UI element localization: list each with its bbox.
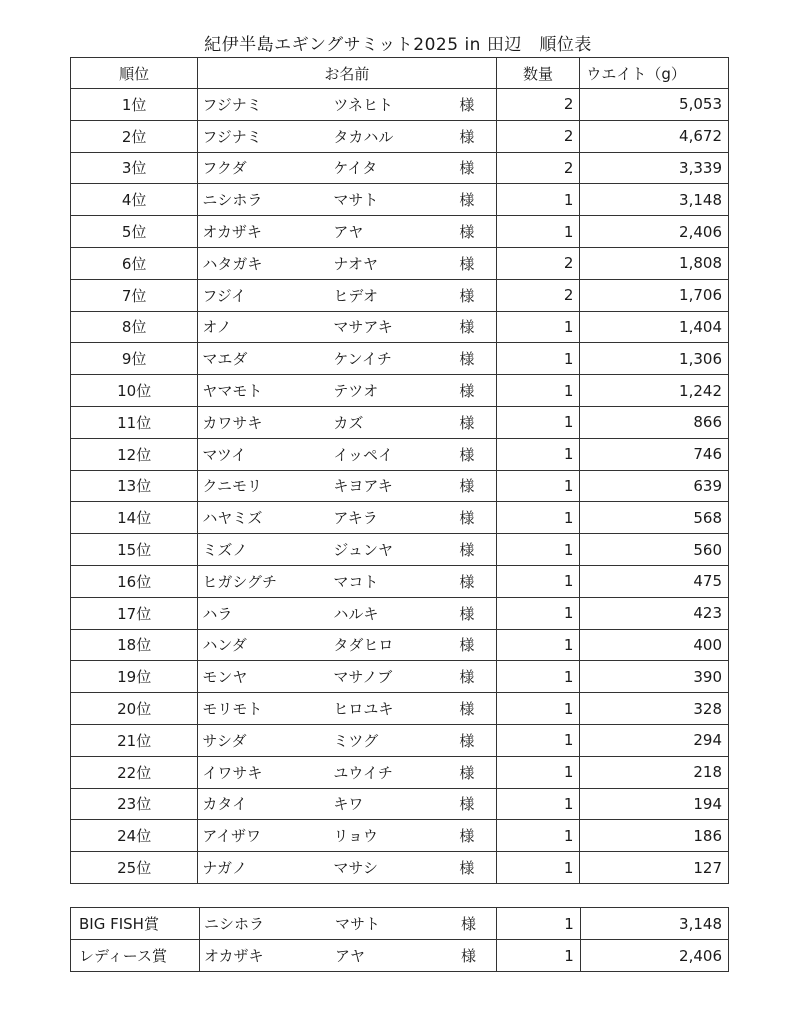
ranking-table bbox=[70, 57, 729, 884]
rank-cell: 8位 bbox=[71, 311, 198, 343]
qty-cell: 1 bbox=[496, 756, 580, 788]
honorific: 様 bbox=[459, 254, 475, 273]
honorific: 様 bbox=[459, 636, 475, 655]
rank-cell: 2位 bbox=[71, 120, 198, 152]
given-name: マサト bbox=[334, 915, 380, 933]
weight-cell: 1,404 bbox=[580, 311, 729, 343]
honorific: 様 bbox=[459, 350, 475, 369]
qty-cell: 1 bbox=[496, 406, 580, 438]
table-row bbox=[71, 247, 729, 279]
award-name: BIG FISH賞 bbox=[71, 908, 200, 940]
award-name: レディース賞 bbox=[71, 940, 200, 972]
family-name: オカザキ bbox=[203, 947, 264, 965]
name-cell bbox=[198, 852, 496, 884]
honorific: 様 bbox=[460, 915, 476, 933]
table-row bbox=[71, 279, 729, 311]
rank-cell: 17位 bbox=[71, 597, 198, 629]
name-cell bbox=[198, 438, 496, 470]
table-row bbox=[71, 343, 729, 375]
family-name: ハタガキ bbox=[202, 254, 263, 273]
given-name: イッペイ bbox=[333, 445, 394, 464]
rank-cell: 22位 bbox=[71, 756, 198, 788]
table-row bbox=[71, 406, 729, 438]
name-cell bbox=[198, 756, 496, 788]
honorific: 様 bbox=[459, 541, 475, 560]
honorific: 様 bbox=[459, 859, 475, 878]
rank-cell: 4位 bbox=[71, 184, 198, 216]
table-row bbox=[71, 311, 729, 343]
awards-table bbox=[70, 907, 729, 972]
family-name: フジナミ bbox=[202, 127, 262, 146]
given-name: ヒロユキ bbox=[333, 700, 394, 719]
table-row bbox=[71, 693, 729, 725]
given-name: マサアキ bbox=[333, 318, 393, 337]
header-weight: ウエイト（g） bbox=[580, 58, 729, 89]
ranking-body bbox=[71, 89, 729, 884]
family-name: イワサキ bbox=[202, 763, 263, 782]
given-name: マサシ bbox=[333, 859, 379, 878]
family-name: クニモリ bbox=[202, 477, 263, 496]
qty-cell: 2 bbox=[496, 247, 580, 279]
table-row bbox=[71, 89, 729, 121]
weight-cell: 1,242 bbox=[580, 375, 729, 407]
qty-cell: 1 bbox=[497, 940, 581, 972]
given-name: アヤ bbox=[334, 947, 365, 965]
family-name: オノ bbox=[202, 318, 232, 337]
weight-cell: 328 bbox=[580, 693, 729, 725]
table-row bbox=[71, 534, 729, 566]
family-name: ハヤミズ bbox=[202, 509, 263, 528]
table-row bbox=[71, 438, 729, 470]
table-row bbox=[71, 470, 729, 502]
family-name: フクダ bbox=[202, 159, 247, 178]
family-name: フジイ bbox=[202, 286, 246, 305]
given-name: ハルキ bbox=[333, 604, 379, 623]
weight-cell: 186 bbox=[580, 820, 729, 852]
weight-cell: 475 bbox=[580, 565, 729, 597]
table-row bbox=[71, 724, 729, 756]
header-rank: 順位 bbox=[71, 58, 198, 89]
qty-cell: 2 bbox=[496, 279, 580, 311]
rank-cell: 3位 bbox=[71, 152, 198, 184]
weight-cell: 560 bbox=[580, 534, 729, 566]
given-name: ケンイチ bbox=[333, 350, 392, 369]
name-cell bbox=[198, 89, 496, 121]
honorific: 様 bbox=[459, 763, 475, 782]
table-row bbox=[71, 756, 729, 788]
qty-cell: 1 bbox=[496, 852, 580, 884]
qty-cell: 2 bbox=[496, 89, 580, 121]
weight-cell: 400 bbox=[580, 629, 729, 661]
qty-cell: 1 bbox=[496, 629, 580, 661]
qty-cell: 1 bbox=[496, 438, 580, 470]
honorific: 様 bbox=[459, 509, 475, 528]
family-name: モリモト bbox=[202, 700, 263, 719]
name-cell bbox=[198, 724, 496, 756]
qty-cell: 1 bbox=[496, 820, 580, 852]
table-row bbox=[71, 629, 729, 661]
family-name: ナガノ bbox=[202, 859, 248, 878]
name-cell bbox=[198, 565, 496, 597]
honorific: 様 bbox=[459, 477, 475, 496]
given-name: マサト bbox=[333, 191, 379, 210]
name-cell bbox=[198, 820, 496, 852]
given-name: テツオ bbox=[333, 382, 379, 401]
weight-cell: 1,706 bbox=[580, 279, 729, 311]
table-row bbox=[71, 502, 729, 534]
rank-cell: 5位 bbox=[71, 216, 198, 248]
family-name: オカザキ bbox=[202, 223, 262, 242]
table-row bbox=[71, 216, 729, 248]
rank-cell: 21位 bbox=[71, 724, 198, 756]
rank-cell: 14位 bbox=[71, 502, 198, 534]
given-name: キワ bbox=[333, 795, 364, 814]
given-name: リョウ bbox=[333, 827, 378, 846]
family-name: ハラ bbox=[202, 604, 233, 623]
given-name: マコト bbox=[333, 572, 379, 591]
honorific: 様 bbox=[459, 286, 475, 305]
weight-cell: 3,339 bbox=[580, 152, 729, 184]
qty-cell: 1 bbox=[496, 534, 580, 566]
family-name: ハンダ bbox=[202, 636, 247, 655]
name-cell bbox=[198, 152, 496, 184]
qty-cell: 1 bbox=[496, 343, 580, 375]
rank-cell: 7位 bbox=[71, 279, 198, 311]
header-name: お名前 bbox=[198, 58, 496, 89]
rank-cell: 13位 bbox=[71, 470, 198, 502]
name-cell bbox=[198, 120, 496, 152]
given-name: アキラ bbox=[333, 509, 378, 528]
family-name: アイザワ bbox=[202, 827, 261, 846]
honorific: 様 bbox=[459, 382, 475, 401]
name-cell bbox=[198, 184, 496, 216]
qty-cell: 1 bbox=[496, 788, 580, 820]
rank-cell: 6位 bbox=[71, 247, 198, 279]
name-cell bbox=[198, 247, 496, 279]
rank-cell: 1位 bbox=[71, 89, 198, 121]
weight-cell: 127 bbox=[580, 852, 729, 884]
name-cell bbox=[198, 502, 496, 534]
family-name: マツイ bbox=[202, 445, 247, 464]
honorific: 様 bbox=[459, 95, 475, 114]
header-qty: 数量 bbox=[496, 58, 580, 89]
awards-body bbox=[71, 908, 729, 972]
name-cell bbox=[198, 597, 496, 629]
rank-cell: 11位 bbox=[71, 406, 198, 438]
qty-cell: 1 bbox=[496, 311, 580, 343]
name-cell bbox=[198, 343, 496, 375]
family-name: ヒガシグチ bbox=[202, 572, 278, 591]
rank-cell: 23位 bbox=[71, 788, 198, 820]
family-name: フジナミ bbox=[202, 95, 262, 114]
table-row bbox=[71, 184, 729, 216]
given-name: カズ bbox=[333, 413, 364, 432]
weight-cell: 390 bbox=[580, 661, 729, 693]
family-name: サシダ bbox=[202, 731, 247, 750]
honorific: 様 bbox=[459, 827, 475, 846]
qty-cell: 1 bbox=[496, 661, 580, 693]
qty-cell: 1 bbox=[496, 693, 580, 725]
honorific: 様 bbox=[459, 795, 475, 814]
weight-cell: 639 bbox=[580, 470, 729, 502]
name-cell bbox=[198, 661, 496, 693]
weight-cell: 568 bbox=[580, 502, 729, 534]
name-cell bbox=[198, 406, 496, 438]
weight-cell: 1,306 bbox=[580, 343, 729, 375]
table-header-row bbox=[71, 58, 729, 89]
table-row bbox=[71, 375, 729, 407]
given-name: ナオヤ bbox=[333, 254, 379, 273]
family-name: カタイ bbox=[202, 795, 248, 814]
table-row bbox=[71, 661, 729, 693]
honorific: 様 bbox=[459, 318, 475, 337]
table-row bbox=[71, 597, 729, 629]
weight-cell: 1,808 bbox=[580, 247, 729, 279]
given-name: タカハル bbox=[333, 127, 394, 146]
name-cell bbox=[198, 470, 496, 502]
family-name: ニシホラ bbox=[202, 191, 263, 210]
qty-cell: 2 bbox=[496, 120, 580, 152]
given-name: ジュンヤ bbox=[333, 541, 394, 560]
name-cell bbox=[198, 788, 496, 820]
given-name: ヒデオ bbox=[333, 286, 379, 305]
qty-cell: 1 bbox=[496, 724, 580, 756]
rank-cell: 12位 bbox=[71, 438, 198, 470]
family-name: マエダ bbox=[202, 350, 248, 369]
rank-cell: 25位 bbox=[71, 852, 198, 884]
weight-cell: 218 bbox=[580, 756, 729, 788]
weight-cell: 746 bbox=[580, 438, 729, 470]
given-name: ケイタ bbox=[333, 159, 378, 178]
qty-cell: 1 bbox=[496, 502, 580, 534]
weight-cell: 2,406 bbox=[580, 940, 728, 972]
name-cell bbox=[198, 311, 496, 343]
rank-cell: 16位 bbox=[71, 565, 198, 597]
honorific: 様 bbox=[459, 572, 475, 591]
rank-cell: 10位 bbox=[71, 375, 198, 407]
weight-cell: 3,148 bbox=[580, 184, 729, 216]
weight-cell: 4,672 bbox=[580, 120, 729, 152]
rank-cell: 15位 bbox=[71, 534, 198, 566]
given-name: アヤ bbox=[333, 223, 364, 242]
given-name: ユウイチ bbox=[333, 763, 393, 782]
name-cell bbox=[198, 534, 496, 566]
honorific: 様 bbox=[459, 159, 475, 178]
honorific: 様 bbox=[459, 191, 475, 210]
given-name: タダヒロ bbox=[333, 636, 394, 655]
table-row bbox=[71, 940, 729, 972]
rank-cell: 19位 bbox=[71, 661, 198, 693]
table-row bbox=[71, 908, 729, 940]
weight-cell: 294 bbox=[580, 724, 729, 756]
table-row bbox=[71, 152, 729, 184]
table-row bbox=[71, 820, 729, 852]
page-title: 紀伊半島エギングサミット2025 in 田辺 順位表 bbox=[204, 35, 592, 55]
qty-cell: 1 bbox=[496, 597, 580, 629]
rank-cell: 18位 bbox=[71, 629, 198, 661]
family-name: ミズノ bbox=[202, 541, 248, 560]
weight-cell: 2,406 bbox=[580, 216, 729, 248]
honorific: 様 bbox=[459, 223, 475, 242]
name-cell bbox=[198, 375, 496, 407]
given-name: ツネヒト bbox=[333, 95, 394, 114]
table-row bbox=[71, 565, 729, 597]
table-row bbox=[71, 852, 729, 884]
qty-cell: 1 bbox=[496, 470, 580, 502]
weight-cell: 423 bbox=[580, 597, 729, 629]
weight-cell: 3,148 bbox=[580, 908, 728, 940]
given-name: ミツグ bbox=[333, 731, 379, 750]
name-cell bbox=[198, 629, 496, 661]
qty-cell: 2 bbox=[496, 152, 580, 184]
honorific: 様 bbox=[459, 731, 475, 750]
name-cell bbox=[198, 279, 496, 311]
name-cell bbox=[198, 216, 496, 248]
honorific: 様 bbox=[459, 668, 475, 687]
qty-cell: 1 bbox=[496, 216, 580, 248]
honorific: 様 bbox=[459, 700, 475, 719]
name-cell bbox=[198, 693, 496, 725]
name-cell bbox=[199, 940, 496, 972]
honorific: 様 bbox=[459, 604, 475, 623]
weight-cell: 866 bbox=[580, 406, 729, 438]
family-name: ニシホラ bbox=[203, 915, 264, 933]
table-row bbox=[71, 120, 729, 152]
given-name: マサノブ bbox=[333, 668, 393, 687]
qty-cell: 1 bbox=[496, 375, 580, 407]
qty-cell: 1 bbox=[496, 184, 580, 216]
given-name: キヨアキ bbox=[333, 477, 393, 496]
family-name: カワサキ bbox=[202, 413, 263, 432]
honorific: 様 bbox=[459, 413, 475, 432]
qty-cell: 1 bbox=[496, 565, 580, 597]
table-row bbox=[71, 788, 729, 820]
name-cell bbox=[199, 908, 496, 940]
qty-cell: 1 bbox=[497, 908, 581, 940]
rank-cell: 20位 bbox=[71, 693, 198, 725]
family-name: モンヤ bbox=[202, 668, 248, 687]
honorific: 様 bbox=[459, 445, 475, 464]
rank-cell: 24位 bbox=[71, 820, 198, 852]
family-name: ヤマモト bbox=[202, 382, 263, 401]
weight-cell: 194 bbox=[580, 788, 729, 820]
honorific: 様 bbox=[459, 127, 475, 146]
honorific: 様 bbox=[460, 947, 476, 965]
weight-cell: 5,053 bbox=[580, 89, 729, 121]
rank-cell: 9位 bbox=[71, 343, 198, 375]
